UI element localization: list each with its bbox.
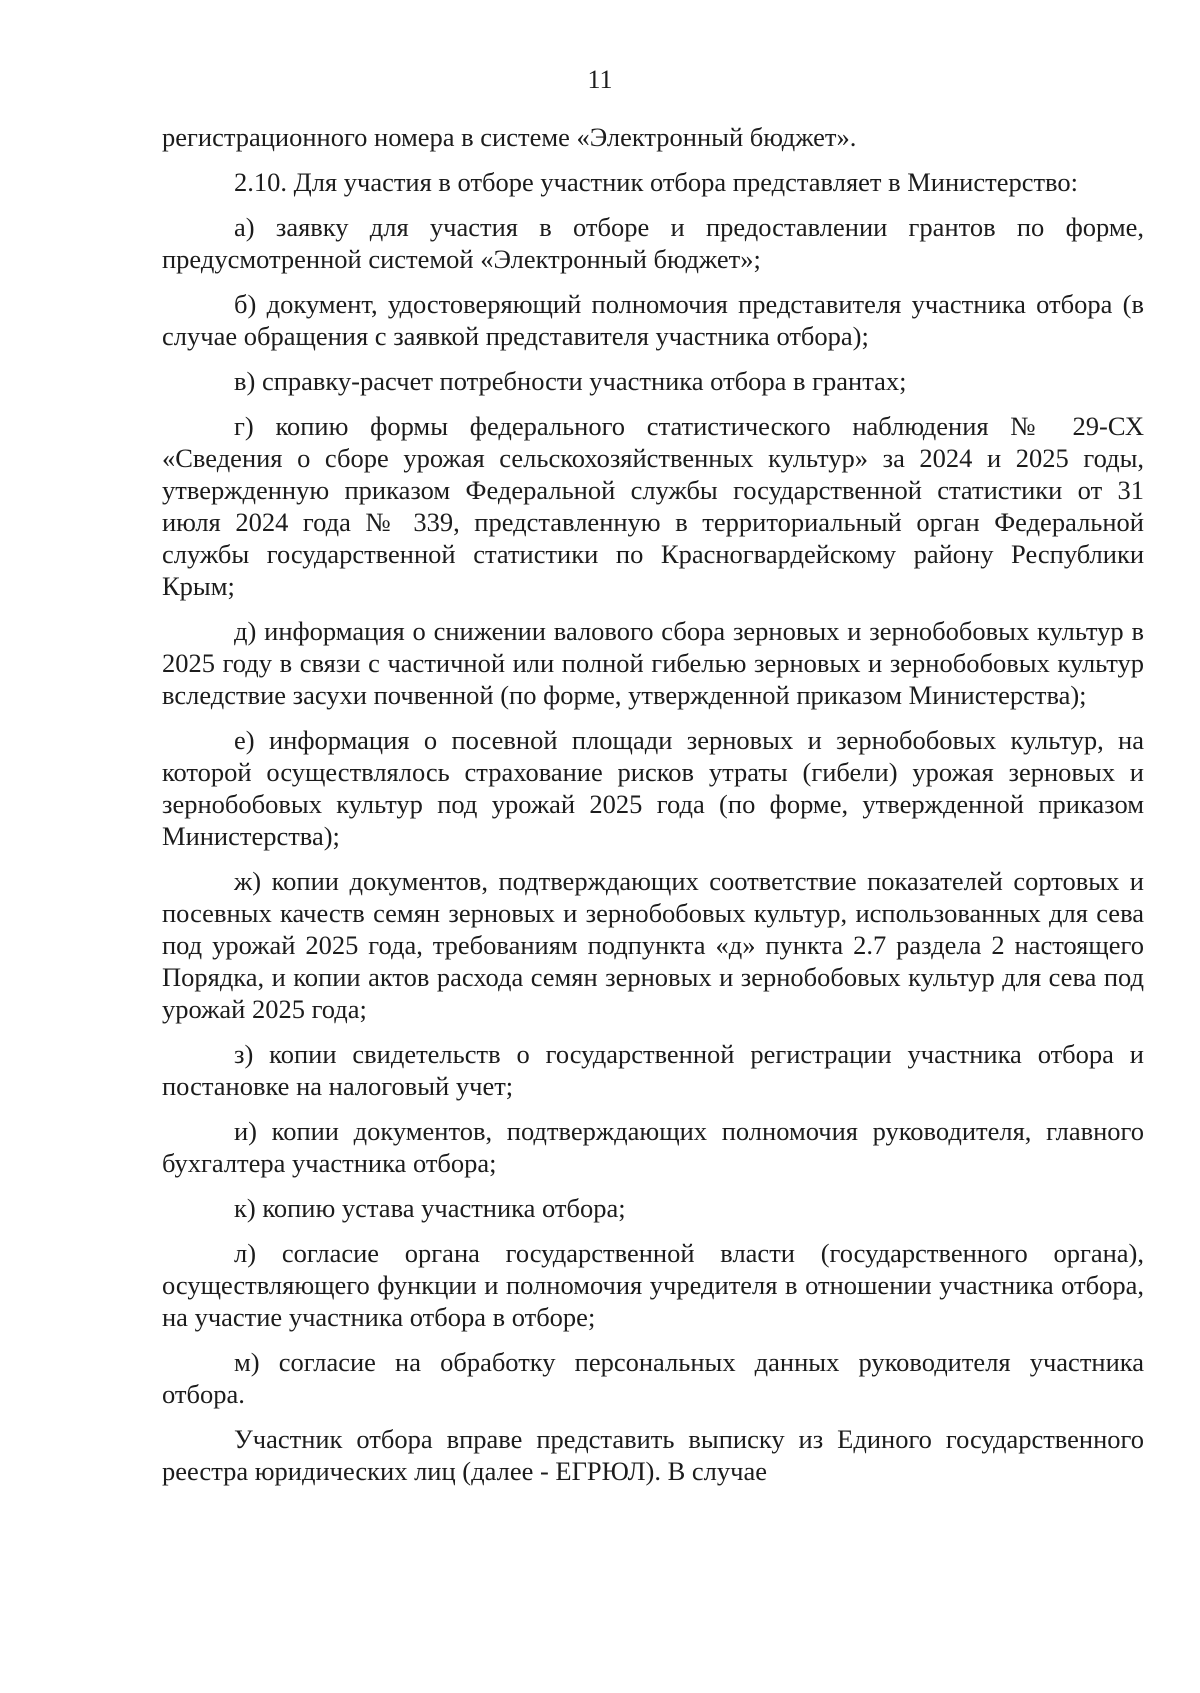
list-item-zh: ж) копии документов, подтверждающих соответствие показателей сортовых и посевных качеств семян зерновых и зернобобовых культур, использованных для сева под урожай 2025 года, требованиям подпункта «д» пункта 2.7 раздела 2 настоящего Порядка, и копии актов расхода семян зерновых и зернобобовых культур для сева под урожай 2025 года; [162, 866, 1144, 1024]
list-item-l: л) согласие органа государственной власти (государственного органа), осуществляющего функции и полномочия учредителя в отношении участника отбора, на участие участника отбора в отборе; [162, 1238, 1144, 1332]
list-item-z: з) копии свидетельств о государственной регистрации участника отбора и постановке на налоговый учет; [162, 1039, 1144, 1101]
page-number: 11 [587, 65, 613, 94]
document-body [162, 121, 1144, 1500]
list-item-b: б) документ, удостоверяющий полномочия представителя участника отбора (в случае обращения с заявкой представителя участника отбора); [162, 289, 1144, 351]
paragraph-continuation: регистрационного номера в системе «Электронный бюджет». [162, 122, 857, 152]
list-item-v: в) справку-расчет потребности участника отбора в грантах; [234, 366, 907, 396]
list-item-i: и) копии документов, подтверждающих полномочия руководителя, главного бухгалтера участника отбора; [162, 1116, 1144, 1178]
list-item-d: д) информация о снижении валового сбора зерновых и зернобобовых культур в 2025 году в связи с частичной или полной гибелью зерновых и зернобобовых культур вследствие засухи почвенной (по форме, утвержденной приказом Министерства); [162, 616, 1144, 710]
list-item-g: г) копию формы федерального статистического наблюдения № 29-СХ «Сведения о сборе урожая сельскохозяйственных культур» за 2024 и 2025 годы, утвержденную приказом Федеральной службы государственной статистики от 31 июля 2024 года № 339, представленную в территориальный орган Федеральной службы государственной статистики по Красногвардейскому району Республики Крым; [162, 411, 1144, 601]
paragraph-egrul: Участник отбора вправе представить выписку из Единого государственного реестра юридических лиц (далее - ЕГРЮЛ). В случае [162, 1424, 1144, 1486]
list-item-k: к) копию устава участника отбора; [234, 1193, 626, 1223]
paragraph-clause-2-10: 2.10. Для участия в отборе участник отбора представляет в Министерство: [234, 167, 1078, 197]
list-item-e: е) информация о посевной площади зерновых и зернобобовых культур, на которой осуществлялось страхование рисков утраты (гибели) урожая зерновых и зернобобовых культур под урожай 2025 года (по форме, утвержденной приказом Министерства); [162, 725, 1144, 851]
list-item-a: а) заявку для участия в отборе и предоставлении грантов по форме, предусмотренной системой «Электронный бюджет»; [162, 212, 1144, 274]
list-item-m: м) согласие на обработку персональных данных руководителя участника отбора. [162, 1347, 1144, 1409]
